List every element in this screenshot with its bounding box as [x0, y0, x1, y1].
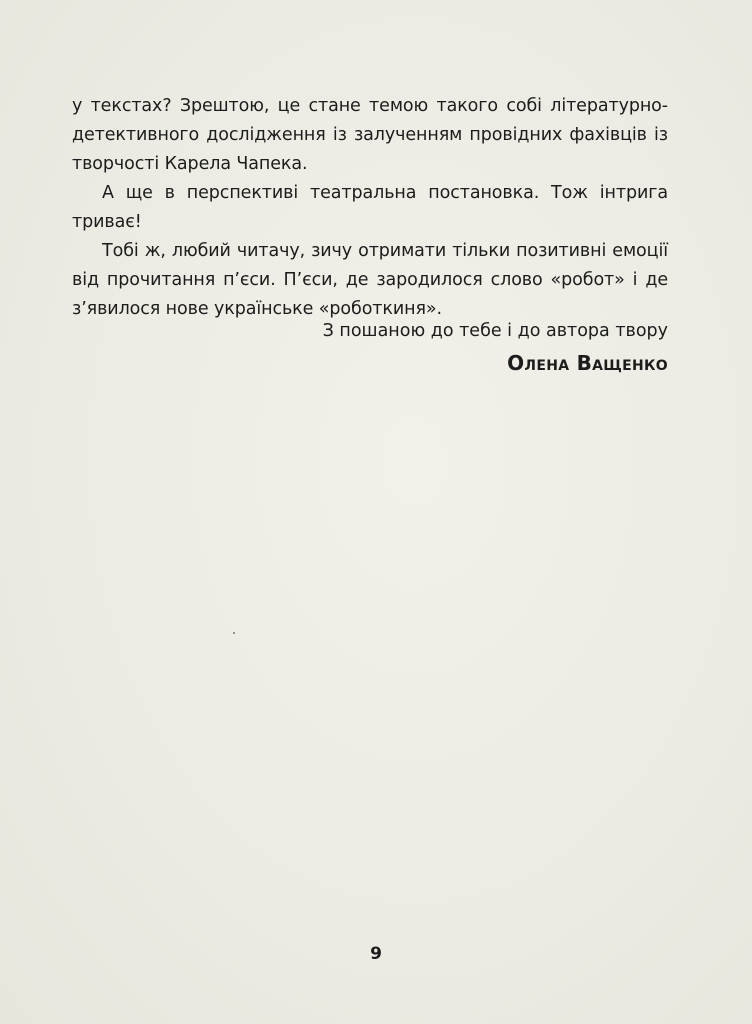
signature-block: [323, 317, 668, 378]
dedication-line: З пошаною до тебе і до автора твору: [322, 321, 668, 341]
author-name: Олена Ващенко: [507, 351, 668, 375]
paragraph-continuation: у текстах? Зрештою, це стане темою такого собі літературно-детективного дослідження із залученням провідних фахівців із творчості Карела Чапека.: [72, 96, 668, 174]
body-text: [72, 92, 668, 324]
page-number: 9: [370, 944, 382, 964]
paragraph-theatre: А ще в перспективі театральна постановка. Тож інтрига триває!: [72, 183, 668, 232]
paragraph-reader-wish: Тобі ж, любий читачу, зичу отримати тільки позитивні емоції від прочитання п’єси. П’єси, де зародилося слово «робот» і де з’явилося нове українське «роботкиня».: [72, 241, 668, 319]
paper-speck: [233, 632, 235, 634]
